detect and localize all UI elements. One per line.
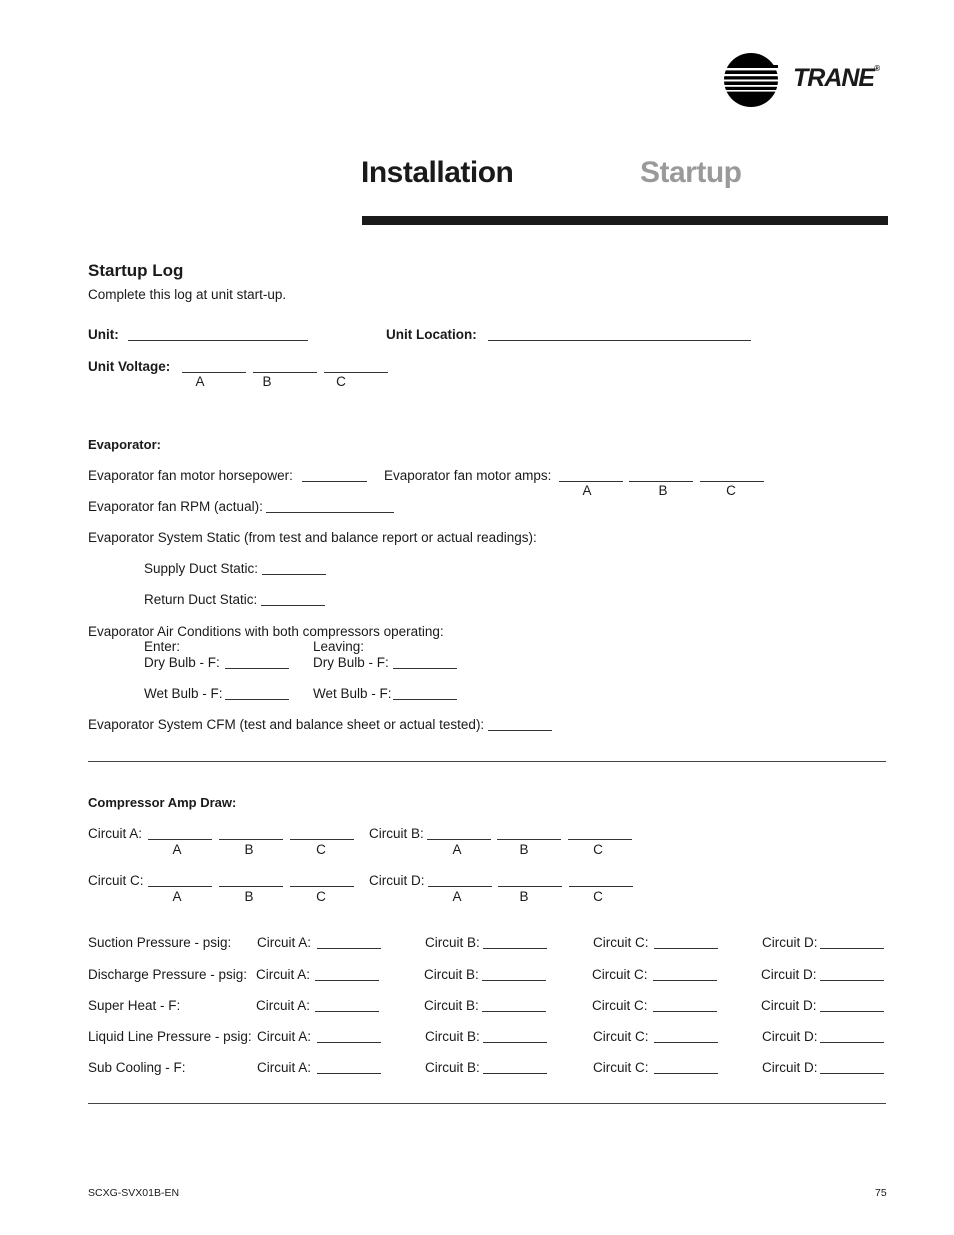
evap-cfm-field[interactable] <box>488 719 552 731</box>
reading-circuit-c-field[interactable] <box>654 1031 718 1043</box>
enter-dry-bulb-field[interactable] <box>225 657 289 669</box>
voltage-phase-b: B <box>262 374 272 389</box>
evap-fan-rpm-field[interactable] <box>266 501 394 513</box>
evap-cfm-label: Evaporator System CFM (test and balance sheet or actual tested): <box>88 717 485 732</box>
amp-c-phase-a: A <box>172 889 182 904</box>
amp-circuit-d-label: Circuit D: <box>369 873 425 888</box>
reading-label: Discharge Pressure - psig: <box>88 967 248 982</box>
amp-circuit-c-field-a[interactable] <box>148 875 212 887</box>
reading-circuit-b-label: Circuit B: <box>425 935 480 950</box>
amp-circuit-a-label: Circuit A: <box>88 826 143 841</box>
reading-circuit-d-field[interactable] <box>820 969 884 981</box>
amp-circuit-c-label: Circuit C: <box>88 873 144 888</box>
reading-circuit-b-field[interactable] <box>482 969 546 981</box>
reading-circuit-a-field[interactable] <box>317 937 381 949</box>
supply-duct-static-label: Supply Duct Static: <box>144 561 259 576</box>
voltage-field-a[interactable] <box>182 361 246 373</box>
evap-fan-amps-field-a[interactable] <box>559 470 623 482</box>
reading-circuit-d-label: Circuit D: <box>761 967 817 982</box>
leaving-dry-bulb-field[interactable] <box>393 657 457 669</box>
reading-circuit-b-label: Circuit B: <box>424 967 479 982</box>
reading-circuit-a-field[interactable] <box>317 1031 381 1043</box>
amp-circuit-d-field-a[interactable] <box>428 875 492 887</box>
amp-b-phase-b: B <box>519 842 529 857</box>
reading-circuit-d-label: Circuit D: <box>762 935 818 950</box>
tab-startup: Startup <box>640 156 742 189</box>
amp-c-phase-b: B <box>244 889 254 904</box>
voltage-phase-c: C <box>336 374 346 389</box>
enter-wet-bulb-field[interactable] <box>225 688 289 700</box>
footer-page-number: 75 <box>875 1187 887 1199</box>
reading-circuit-c-label: Circuit C: <box>593 1060 649 1075</box>
unit-field[interactable] <box>128 329 308 341</box>
reading-circuit-a-field[interactable] <box>315 1000 379 1012</box>
supply-duct-static-field[interactable] <box>262 563 326 575</box>
evap-system-static-label: Evaporator System Static (from test and balance report or actual readings): <box>88 530 537 545</box>
amp-b-phase-c: C <box>593 842 603 857</box>
evap-fan-amps-label: Evaporator fan motor amps: <box>384 468 552 483</box>
reading-label: Sub Cooling - F: <box>88 1060 186 1075</box>
reading-circuit-d-field[interactable] <box>820 1000 884 1012</box>
reading-circuit-d-field[interactable] <box>820 937 884 949</box>
leaving-wet-bulb-field[interactable] <box>393 688 457 700</box>
amp-a-phase-b: B <box>244 842 254 857</box>
reading-circuit-b-label: Circuit B: <box>425 1029 480 1044</box>
evap-fan-amps-field-c[interactable] <box>700 470 764 482</box>
amp-b-phase-a: A <box>452 842 462 857</box>
reading-circuit-d-label: Circuit D: <box>762 1060 818 1075</box>
return-duct-static-field[interactable] <box>261 594 325 606</box>
enter-dry-bulb-label: Dry Bulb - F: <box>144 655 220 670</box>
reading-circuit-d-field[interactable] <box>820 1031 884 1043</box>
reading-circuit-b-field[interactable] <box>483 1062 547 1074</box>
amp-circuit-c-field-b[interactable] <box>219 875 283 887</box>
footer-doc-id: SCXG-SVX01B-EN <box>88 1187 180 1199</box>
unit-location-label: Unit Location: <box>386 327 477 342</box>
reading-circuit-c-label: Circuit C: <box>593 1029 649 1044</box>
enter-label: Enter: <box>144 639 181 654</box>
reading-circuit-b-field[interactable] <box>483 1031 547 1043</box>
reading-circuit-b-label: Circuit B: <box>424 998 479 1013</box>
reading-circuit-a-label: Circuit A: <box>257 935 312 950</box>
brand-name <box>793 64 879 93</box>
reading-circuit-c-field[interactable] <box>653 969 717 981</box>
amp-d-phase-a: A <box>452 889 462 904</box>
brand-wordmark: TRANE <box>793 64 875 92</box>
reading-circuit-b-field[interactable] <box>483 937 547 949</box>
header-rule <box>362 216 888 225</box>
evap-fan-hp-field[interactable] <box>302 470 367 482</box>
amp-circuit-b-field-c[interactable] <box>568 828 632 840</box>
reading-circuit-a-label: Circuit A: <box>257 1029 312 1044</box>
reading-circuit-c-label: Circuit C: <box>592 967 648 982</box>
reading-label: Liquid Line Pressure - psig: <box>88 1029 252 1044</box>
reading-circuit-a-label: Circuit A: <box>256 967 311 982</box>
amp-circuit-d-field-c[interactable] <box>569 875 633 887</box>
reading-circuit-a-label: Circuit A: <box>256 998 311 1013</box>
reading-circuit-a-field[interactable] <box>317 1062 381 1074</box>
compressor-title: Compressor Amp Draw: <box>88 795 237 810</box>
evap-amps-phase-b: B <box>658 483 668 498</box>
evap-amps-phase-c: C <box>726 483 736 498</box>
amp-circuit-d-field-b[interactable] <box>498 875 562 887</box>
reading-circuit-d-label: Circuit D: <box>761 998 817 1013</box>
unit-location-field[interactable] <box>488 329 751 341</box>
section-title: Startup Log <box>88 261 184 280</box>
section-divider <box>88 1103 886 1104</box>
reading-circuit-a-field[interactable] <box>315 969 379 981</box>
registered-mark: ® <box>874 64 880 73</box>
amp-d-phase-b: B <box>519 889 529 904</box>
amp-circuit-b-field-a[interactable] <box>427 828 491 840</box>
unit-label: Unit: <box>88 327 119 342</box>
reading-circuit-d-label: Circuit D: <box>762 1029 818 1044</box>
reading-circuit-b-label: Circuit B: <box>425 1060 480 1075</box>
evaporator-title: Evaporator: <box>88 437 161 452</box>
reading-circuit-b-field[interactable] <box>482 1000 546 1012</box>
reading-circuit-c-label: Circuit C: <box>593 935 649 950</box>
evap-fan-hp-label: Evaporator fan motor horsepower: <box>88 468 293 483</box>
evap-air-conditions-label: Evaporator Air Conditions with both compressors operating: <box>88 624 444 639</box>
enter-wet-bulb-label: Wet Bulb - F: <box>144 686 223 701</box>
reading-label: Super Heat - F: <box>88 998 181 1013</box>
reading-circuit-c-field[interactable] <box>654 937 718 949</box>
leaving-wet-bulb-label: Wet Bulb - F: <box>313 686 392 701</box>
leaving-label: Leaving: <box>313 639 365 654</box>
evap-amps-phase-a: A <box>582 483 592 498</box>
reading-circuit-d-field[interactable] <box>820 1062 884 1074</box>
reading-circuit-c-field[interactable] <box>654 1062 718 1074</box>
reading-label: Suction Pressure - psig: <box>88 935 232 950</box>
unit-voltage-label: Unit Voltage: <box>88 359 171 374</box>
voltage-field-b[interactable] <box>253 361 317 373</box>
amp-a-phase-c: C <box>316 842 326 857</box>
amp-circuit-b-label: Circuit B: <box>369 826 424 841</box>
amp-c-phase-c: C <box>316 889 326 904</box>
amp-circuit-a-field-b[interactable] <box>219 828 283 840</box>
section-divider <box>88 761 886 762</box>
reading-circuit-c-field[interactable] <box>653 1000 717 1012</box>
evap-fan-amps-field-b[interactable] <box>629 470 693 482</box>
reading-circuit-a-label: Circuit A: <box>257 1060 312 1075</box>
amp-circuit-c-field-c[interactable] <box>290 875 354 887</box>
reading-circuit-c-label: Circuit C: <box>592 998 648 1013</box>
evap-fan-rpm-label: Evaporator fan RPM (actual): <box>88 499 263 514</box>
voltage-phase-a: A <box>195 374 205 389</box>
amp-d-phase-c: C <box>593 889 603 904</box>
amp-circuit-b-field-b[interactable] <box>497 828 561 840</box>
amp-circuit-a-field-a[interactable] <box>148 828 212 840</box>
amp-circuit-a-field-c[interactable] <box>290 828 354 840</box>
return-duct-static-label: Return Duct Static: <box>144 592 258 607</box>
section-intro: Complete this log at unit start-up. <box>88 287 287 302</box>
tab-installation: Installation <box>361 156 514 189</box>
amp-a-phase-a: A <box>172 842 182 857</box>
voltage-field-c[interactable] <box>324 361 388 373</box>
leaving-dry-bulb-label: Dry Bulb - F: <box>313 655 389 670</box>
